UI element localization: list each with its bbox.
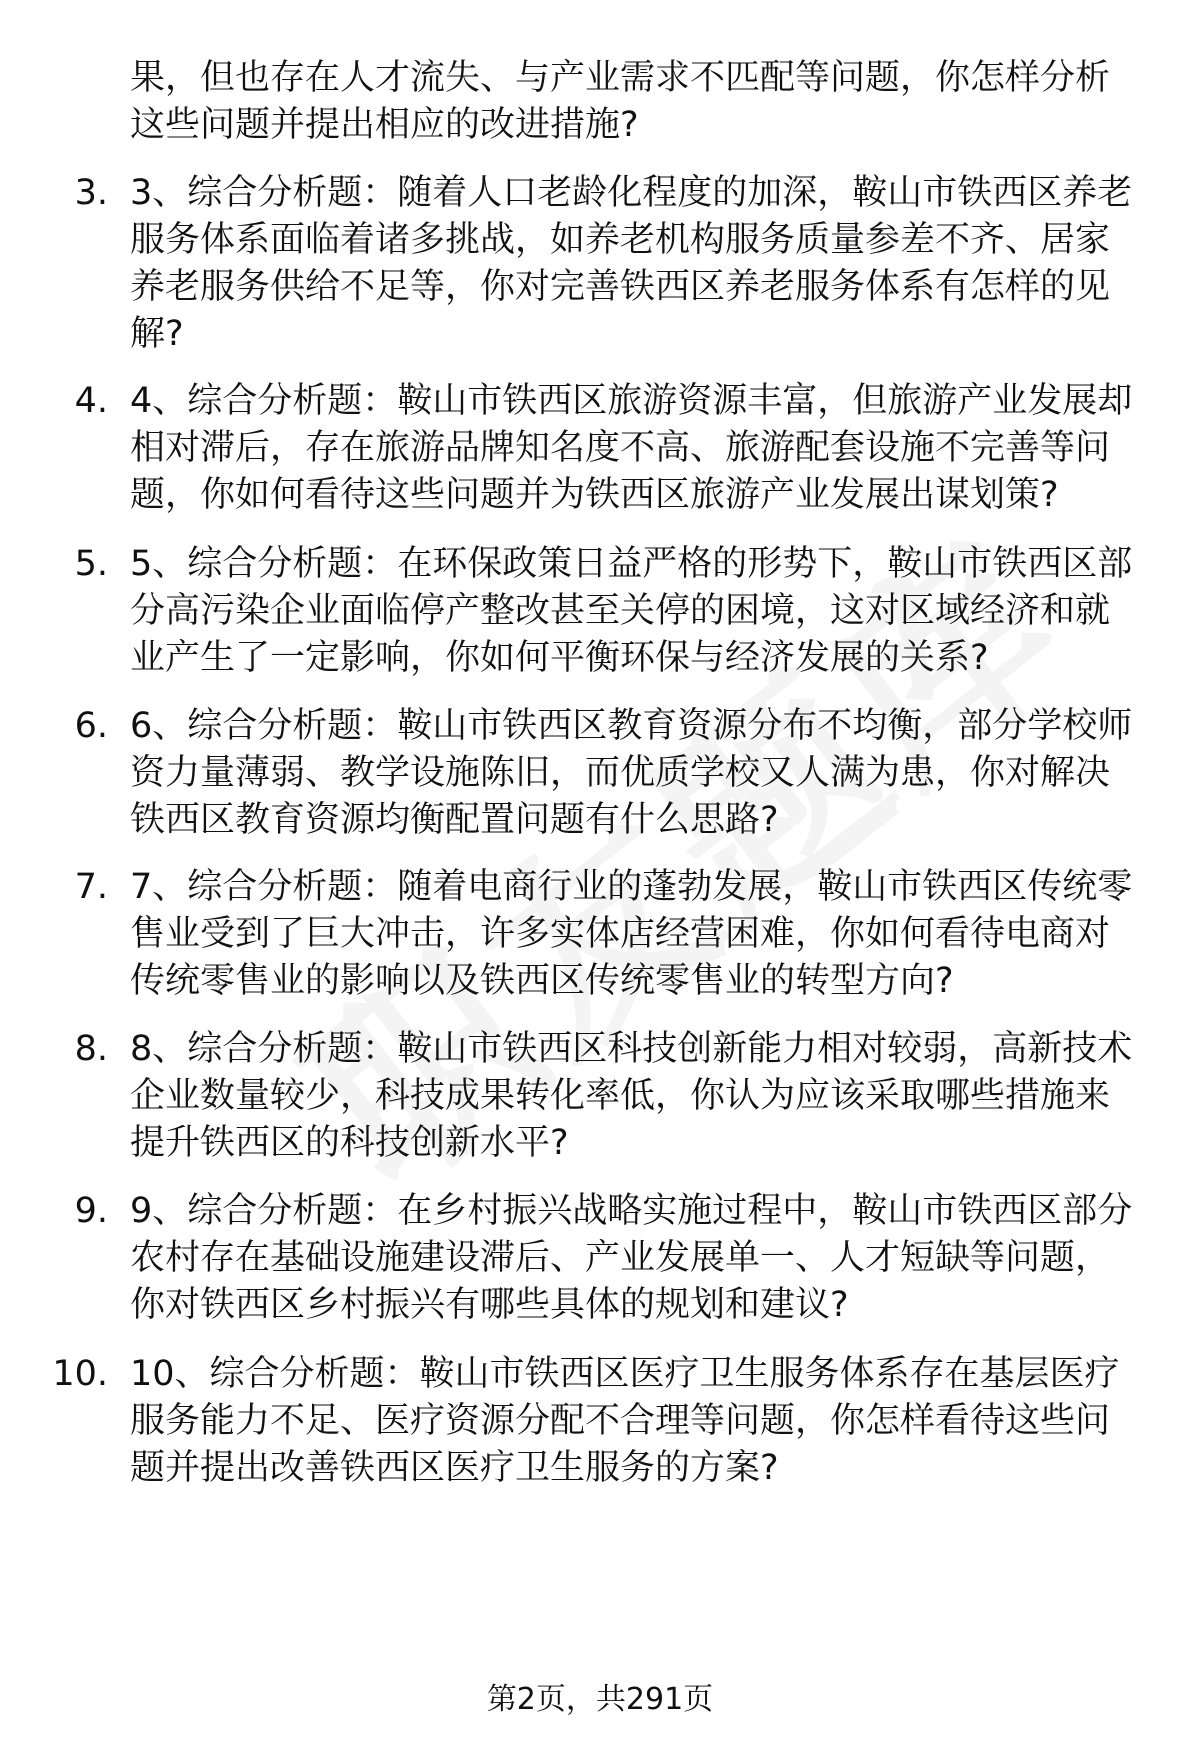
text-line: 4、综合分析题：鞍山市铁西区旅游资源丰富，但旅游产业发展却 bbox=[130, 381, 1133, 421]
text-line: 相对滞后，存在旅游品牌知名度不高、旅游配套设施不完善等问 bbox=[130, 428, 1111, 468]
list-item bbox=[130, 170, 1170, 358]
text-line: 提升铁西区的科技创新水平? bbox=[130, 1123, 569, 1163]
list-item bbox=[130, 864, 1170, 1005]
list-number: 5. bbox=[74, 544, 108, 584]
text-line: 分高污染企业面临停产整改甚至关停的困境，这对区域经济和就 bbox=[130, 591, 1111, 631]
text-line: 3、综合分析题：随着人口老龄化程度的加深，鞍山市铁西区养老 bbox=[130, 173, 1133, 213]
list-number: 9. bbox=[74, 1191, 108, 1231]
text-line: 5、综合分析题：在环保政策日益严格的形势下，鞍山市铁西区部 bbox=[130, 544, 1133, 584]
text-line: 题并提出改善铁西区医疗卫生服务的方案? bbox=[130, 1448, 779, 1488]
text-line: 题，你如何看待这些问题并为铁西区旅游产业发展出谋划策? bbox=[130, 475, 1059, 515]
text-line: 服务能力不足、医疗资源分配不合理等问题，你怎样看待这些问 bbox=[130, 1401, 1111, 1441]
list-item bbox=[130, 1026, 1170, 1167]
list-item bbox=[130, 541, 1170, 682]
list-number: 8. bbox=[74, 1029, 108, 1069]
text-line: 你对铁西区乡村振兴有哪些具体的规划和建议? bbox=[130, 1285, 849, 1325]
text-line: 7、综合分析题：随着电商行业的蓬勃发展，鞍山市铁西区传统零 bbox=[130, 867, 1133, 907]
list-number: 6. bbox=[74, 706, 108, 746]
text-line: 果，但也存在人才流失、与产业需求不匹配等问题，你怎样分析 bbox=[130, 58, 1111, 98]
text-line: 铁西区教育资源均衡配置问题有什么思路? bbox=[130, 800, 779, 840]
list-item bbox=[130, 378, 1170, 519]
text-line: 资力量薄弱、教学设施陈旧，而优质学校又人满为患，你对解决 bbox=[130, 753, 1111, 793]
page-footer: 第2页，共291页 bbox=[486, 1682, 714, 1717]
text-line: 这些问题并提出相应的改进措施? bbox=[130, 105, 639, 145]
text-line: 10、综合分析题：鞍山市铁西区医疗卫生服务体系存在基层医疗 bbox=[130, 1354, 1120, 1394]
text-line: 农村存在基础设施建设滞后、产业发展单一、人才短缺等问题， bbox=[130, 1238, 1111, 1278]
text-line: 传统零售业的影响以及铁西区传统零售业的转型方向? bbox=[130, 961, 954, 1001]
text-line: 9、综合分析题：在乡村振兴战略实施过程中，鞍山市铁西区部分 bbox=[130, 1191, 1133, 1231]
list-item bbox=[130, 703, 1170, 844]
list-number: 4. bbox=[74, 381, 108, 421]
list-number: 7. bbox=[74, 867, 108, 907]
text-line: 6、综合分析题：鞍山市铁西区教育资源分布不均衡，部分学校师 bbox=[130, 706, 1133, 746]
text-line: 服务体系面临着诸多挑战，如养老机构服务质量参差不齐、居家 bbox=[130, 220, 1111, 260]
continuation-paragraph bbox=[130, 55, 1170, 149]
text-line: 解? bbox=[130, 314, 184, 354]
text-line: 售业受到了巨大冲击，许多实体店经营困难，你如何看待电商对 bbox=[130, 914, 1111, 954]
list-number: 3. bbox=[74, 173, 108, 213]
list-number: 10. bbox=[52, 1354, 108, 1394]
text-line: 企业数量较少，科技成果转化率低，你认为应该采取哪些措施来 bbox=[130, 1076, 1111, 1116]
text-line: 8、综合分析题：鞍山市铁西区科技创新能力相对较弱，高新技术 bbox=[130, 1029, 1133, 1069]
list-item bbox=[130, 1351, 1170, 1492]
list-item bbox=[130, 1188, 1170, 1329]
text-line: 养老服务供给不足等，你对完善铁西区养老服务体系有怎样的见 bbox=[130, 267, 1111, 307]
text-line: 业产生了一定影响，你如何平衡环保与经济发展的关系? bbox=[130, 638, 989, 678]
